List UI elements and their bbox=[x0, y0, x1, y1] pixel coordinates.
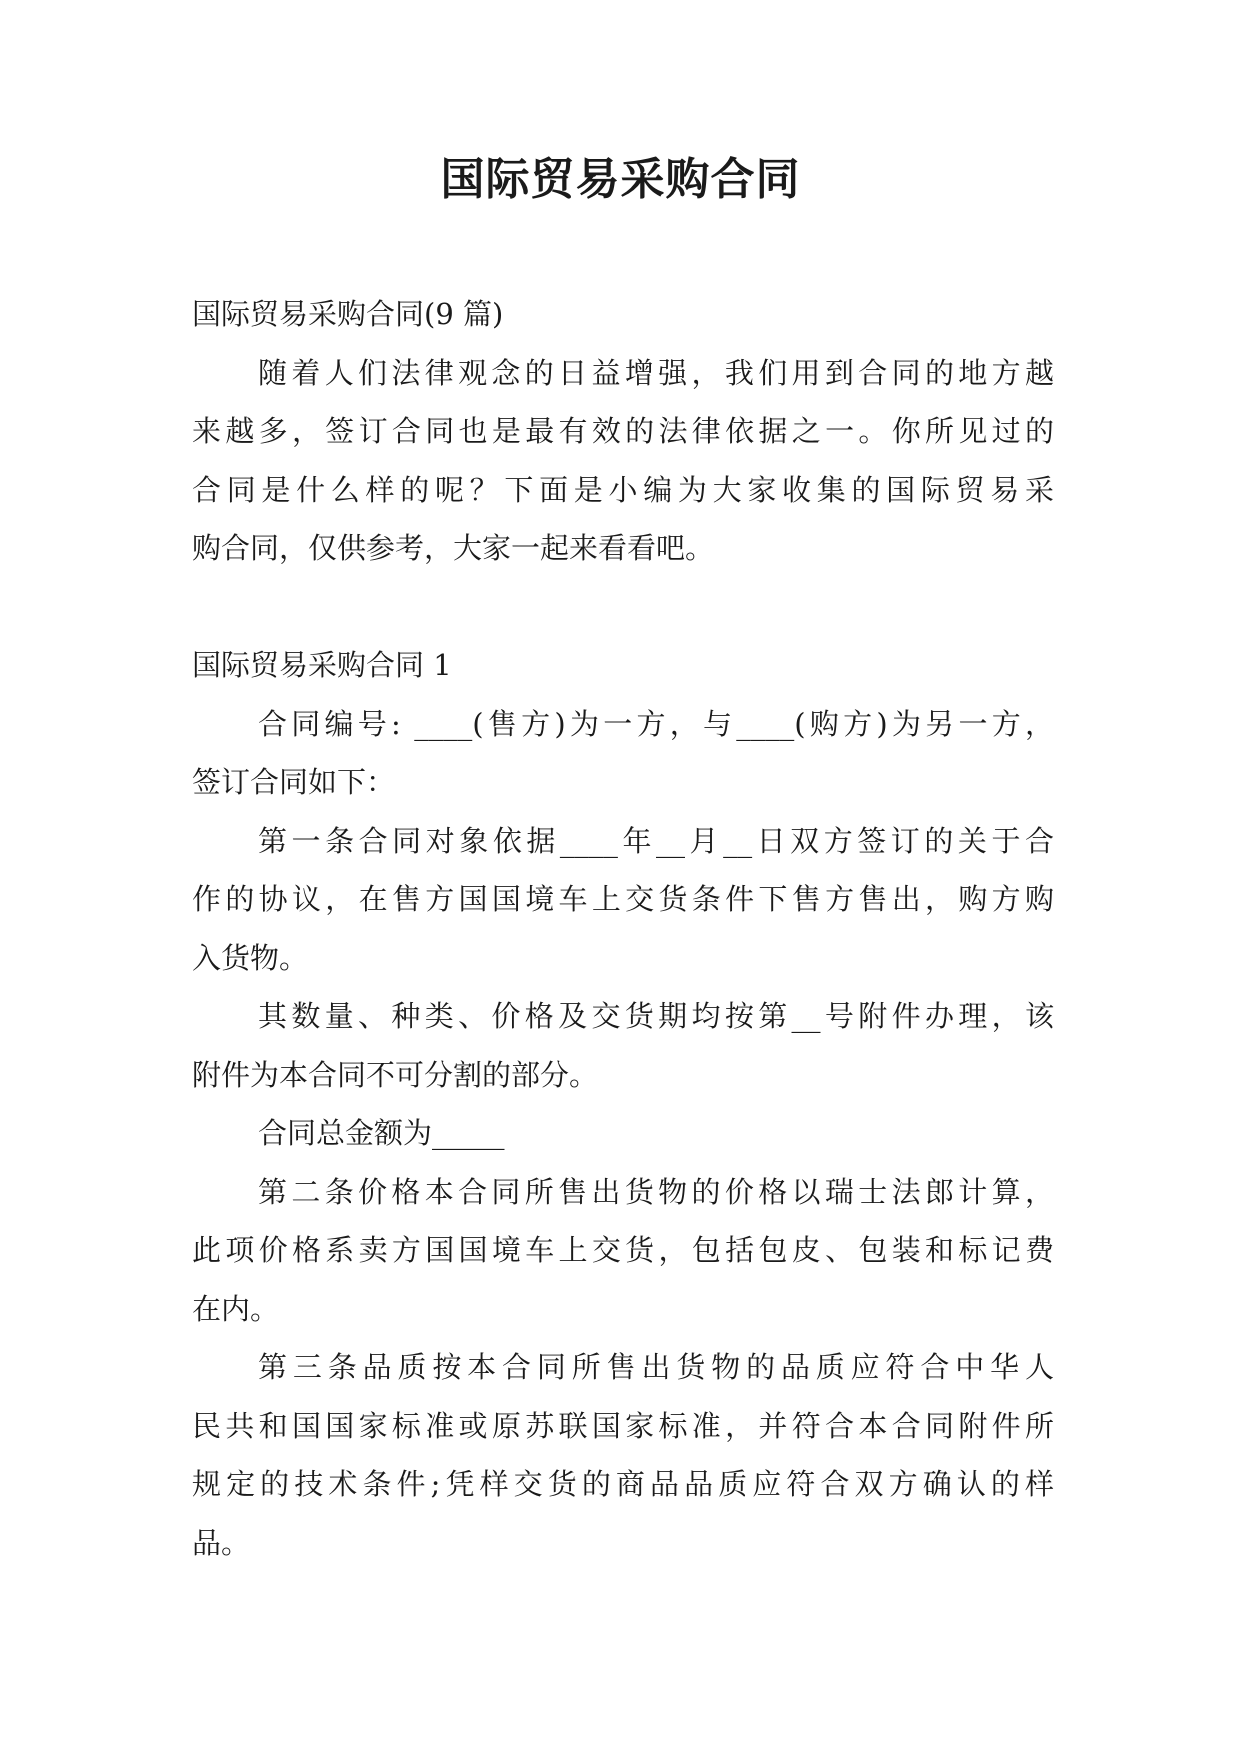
paragraph-line: 合同编号: ____(售方)为一方，与____(购方)为另一方， bbox=[258, 706, 1054, 741]
clause-paragraph bbox=[192, 1104, 1054, 1163]
paragraph-line: 附件为本合同不可分割的部分。 bbox=[192, 1057, 599, 1092]
paragraph-line: 第一条合同对象依据____年__月__日双方签订的关于合 bbox=[258, 823, 1054, 858]
paragraph-line: 签订合同如下： bbox=[192, 765, 396, 799]
paragraph-line: 入货物。 bbox=[192, 940, 309, 975]
paragraph-line: 购合同，仅供参考，大家一起来看看吧。 bbox=[192, 531, 715, 565]
clause-paragraph bbox=[192, 695, 1054, 812]
document-title: 国际贸易采购合同 bbox=[440, 154, 801, 205]
paragraph-line: 品。 bbox=[192, 1525, 251, 1560]
paragraph-line: 在内。 bbox=[192, 1291, 280, 1326]
paragraph-gap bbox=[192, 578, 1054, 637]
document-subtitle: 国际贸易采购合同(9 篇) bbox=[192, 297, 504, 331]
clause-paragraph bbox=[192, 987, 1054, 1104]
paragraph-line: 规定的技术条件;凭样交货的商品品质应符合双方确认的样 bbox=[192, 1467, 1054, 1501]
paragraph-line: 随着人们法律观念的日益增强，我们用到合同的地方越 bbox=[258, 355, 1054, 390]
clause-paragraph bbox=[192, 812, 1054, 988]
document-body bbox=[192, 285, 1054, 1572]
paragraph-line: 此项价格系卖方国国境车上交货，包括包皮、包装和标记费 bbox=[192, 1233, 1054, 1267]
clause-paragraph bbox=[192, 1338, 1054, 1572]
paragraph-line: 合同总金额为_____ bbox=[258, 1116, 505, 1150]
section-heading: 国际贸易采购合同 1 bbox=[192, 648, 452, 682]
paragraph-line: 第三条品质按本合同所售出货物的品质应符合中华人 bbox=[258, 1350, 1054, 1384]
paragraph-line: 来越多，签订合同也是最有效的法律依据之一。你所见过的 bbox=[192, 414, 1054, 448]
paragraph-line: 其数量、种类、价格及交货期均按第__号附件办理，该 bbox=[258, 999, 1054, 1033]
paragraph-line: 民共和国国家标准或原苏联国家标准，并符合本合同附件所 bbox=[192, 1408, 1054, 1443]
clause-paragraph bbox=[192, 1163, 1054, 1339]
paragraph-line: 作的协议，在售方国国境车上交货条件下售方售出，购方购 bbox=[192, 882, 1054, 916]
paragraph-line: 合同是什么样的呢？下面是小编为大家收集的国际贸易采 bbox=[192, 472, 1054, 507]
paragraph-line: 第二条价格本合同所售出货物的价格以瑞士法郎计算， bbox=[258, 1174, 1054, 1209]
intro-paragraph bbox=[192, 344, 1054, 578]
